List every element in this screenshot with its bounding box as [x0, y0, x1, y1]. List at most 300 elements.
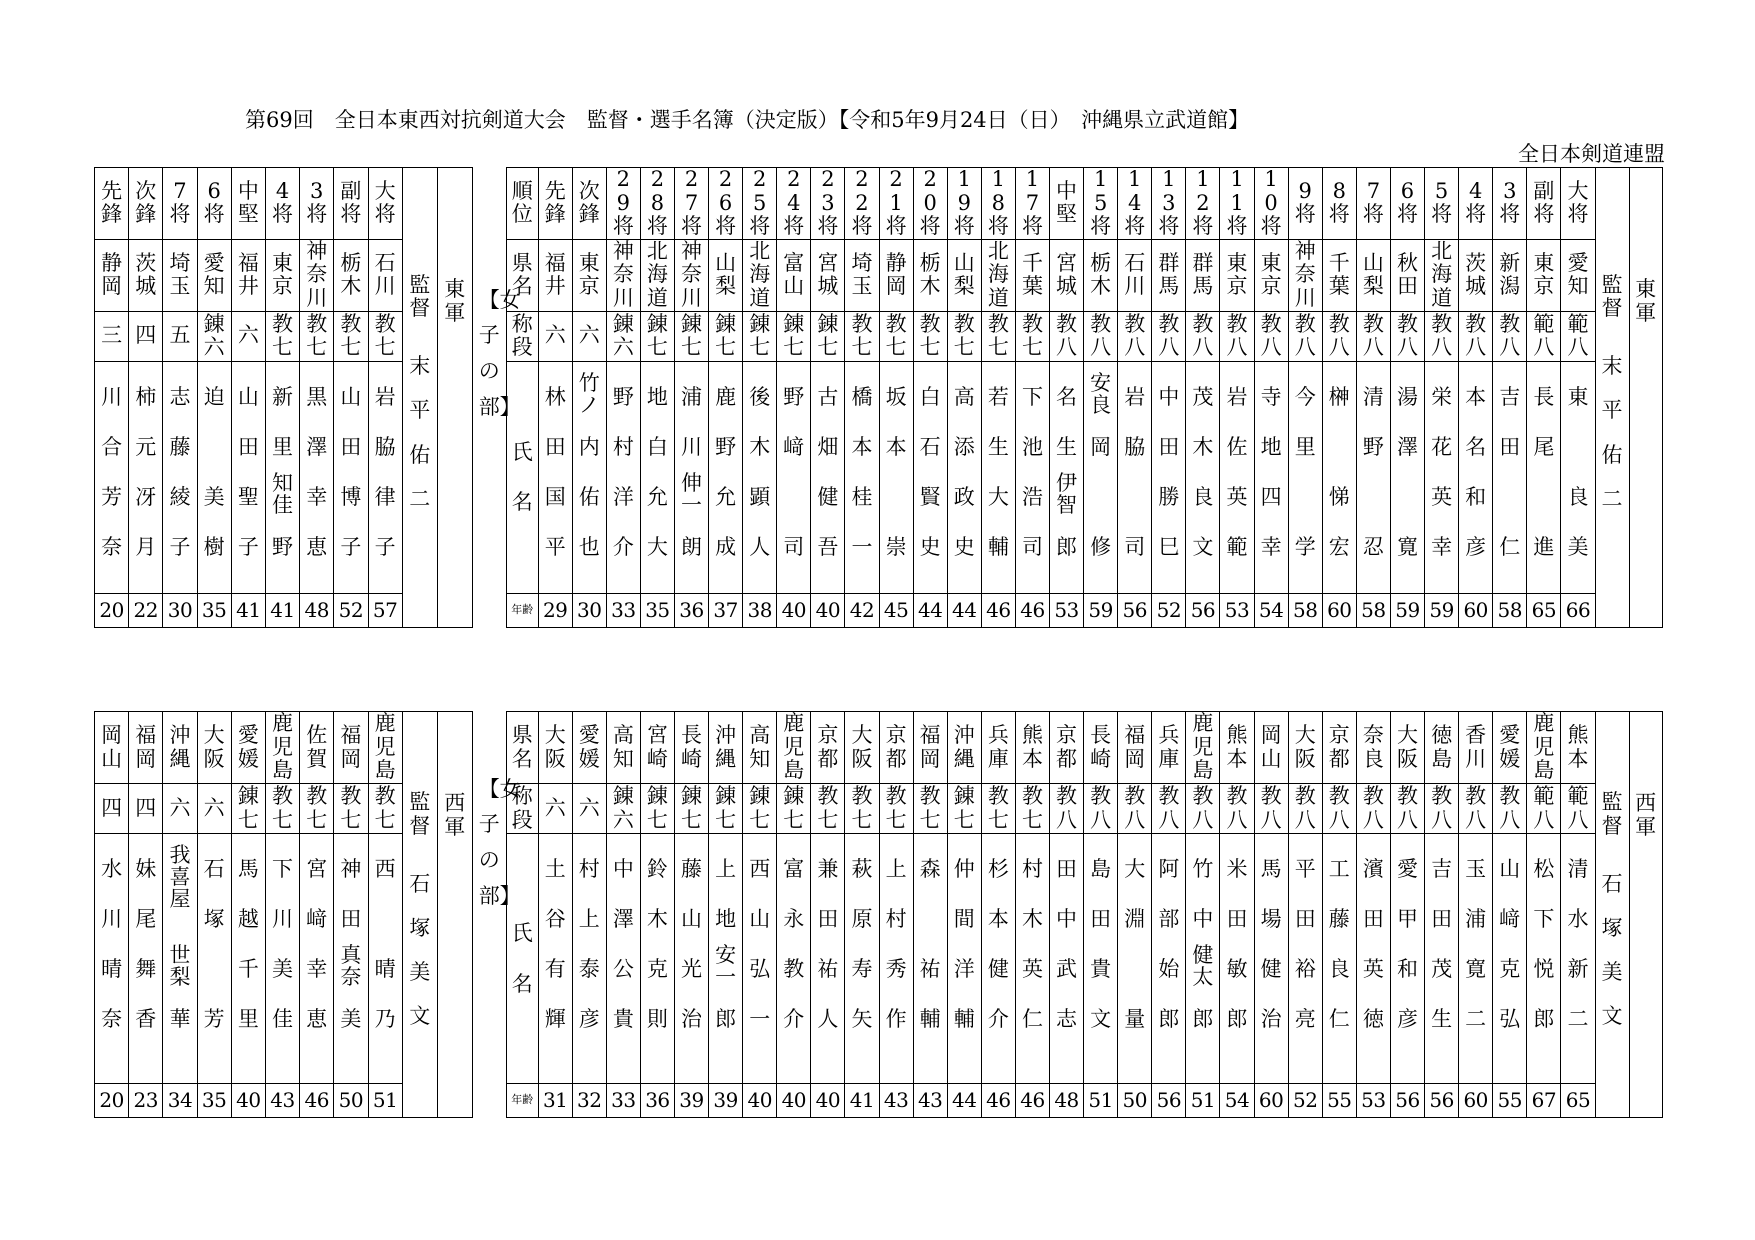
name-cell [674, 361, 708, 593]
dan-cell: 六 [231, 311, 265, 361]
position-cell: 15将 [1084, 168, 1118, 240]
name-char: 彦 [1396, 1007, 1418, 1031]
position-cell: 29将 [606, 168, 640, 240]
name-char: 克 [1499, 957, 1521, 981]
name-char: 村 [578, 857, 600, 881]
name-cell [572, 361, 606, 593]
name-char: 下 [1021, 384, 1043, 409]
name-char: 華 [169, 1007, 191, 1031]
name-char: 野 [272, 534, 294, 559]
prefecture-cell: 東京 [1220, 239, 1254, 311]
name-cell [640, 361, 674, 593]
name-char: 司 [783, 534, 805, 559]
name-cell [197, 361, 231, 593]
name-char: 田 [544, 434, 566, 459]
name-char: 彦 [578, 1007, 600, 1031]
name-char: 人 [749, 534, 771, 559]
position-cell: 5将 [1425, 168, 1459, 240]
position-cell: 11将 [1220, 168, 1254, 240]
dan-cell: 教七 [845, 784, 879, 834]
prefecture-cell: 大阪 [197, 712, 231, 784]
prefecture-cell: 東京 [572, 239, 606, 311]
prefecture-cell: 鹿児島 [1527, 712, 1561, 784]
dan-cell: 教八 [1152, 784, 1186, 834]
prefecture-cell: 新潟 [1493, 239, 1527, 311]
dan-cell: 範八 [1561, 311, 1595, 361]
age-cell: 65 [1561, 1084, 1595, 1118]
dan-cell: 四 [129, 784, 163, 834]
name-cell [1084, 834, 1118, 1084]
name-char: 教 [783, 957, 805, 981]
dan-cell: 錬七 [811, 311, 845, 361]
prefecture-cell: 大阪 [1390, 712, 1424, 784]
name-char: 中 [1056, 907, 1078, 931]
name-char: 良 [1328, 957, 1350, 981]
dan-cell: 錬七 [947, 784, 981, 834]
name-cell [606, 834, 640, 1084]
name-char: 輔 [953, 1007, 975, 1031]
name-char [1289, 472, 1322, 522]
name-char: 場 [1260, 907, 1282, 931]
name-char: 晴 [101, 957, 123, 981]
name-char [777, 472, 810, 522]
name-char: 玉 [1465, 857, 1487, 881]
name-cell [879, 361, 913, 593]
name-char: 子 [340, 534, 362, 559]
name-cell [1459, 834, 1493, 1084]
prefecture-cell: 栃木 [1084, 239, 1118, 311]
name-char: 介 [612, 534, 634, 559]
name-char: 村 [1021, 857, 1043, 881]
name-char: 史 [953, 534, 975, 559]
name-char [1118, 944, 1151, 994]
name-char: 博 [340, 484, 362, 509]
prefecture-cell: 東京 [1254, 239, 1288, 311]
name-char: 内 [578, 434, 600, 459]
name-char: 石 [919, 434, 941, 459]
name-char [369, 894, 402, 944]
prefecture-cell: 群馬 [1186, 239, 1220, 311]
name-char: 範 [1226, 534, 1248, 559]
name-cell [95, 361, 129, 593]
dan-cell: 教七 [265, 784, 299, 834]
name-cell [879, 834, 913, 1084]
prefecture-cell: 愛知 [1561, 239, 1595, 311]
name-char: 志 [1056, 1007, 1078, 1031]
age-cell: 41 [265, 593, 299, 627]
name-cell [947, 834, 981, 1084]
name-cell [1118, 361, 1152, 593]
position-cell: 先鋒 [538, 168, 572, 240]
dan-cell: 教八 [1356, 311, 1390, 361]
name-char [1527, 472, 1560, 522]
name-char: 山 [681, 907, 703, 931]
dan-cell: 教七 [300, 784, 334, 834]
name-char: 川 [101, 907, 123, 931]
women-section-label: 【女子の部】 [478, 287, 521, 419]
prefecture-cell: 石川 [368, 239, 402, 311]
prefecture-cell: 栃木 [334, 239, 368, 311]
dan-cell: 教八 [1220, 311, 1254, 361]
name-char: 後 [749, 384, 771, 409]
position-cell: 13将 [1152, 168, 1186, 240]
name-cell [777, 834, 811, 1084]
name-cell [845, 834, 879, 1084]
age-cell: 40 [743, 1084, 777, 1118]
age-cell: 46 [300, 1084, 334, 1118]
name-char: 幸 [1260, 534, 1282, 559]
name-char: 水 [1567, 907, 1589, 931]
age-cell: 55 [1322, 1084, 1356, 1118]
name-cell [1356, 834, 1390, 1084]
prefecture-cell: 千葉 [1015, 239, 1049, 311]
prefecture-cell: 長崎 [1084, 712, 1118, 784]
prefecture-cell: 山梨 [947, 239, 981, 311]
name-char: 世梨 [169, 943, 191, 989]
name-char: 島 [1090, 857, 1112, 881]
dan-cell: 教七 [981, 784, 1015, 834]
name-char: 部 [1158, 907, 1180, 931]
name-char: 安良 [1090, 370, 1112, 417]
name-char: 仁 [1499, 534, 1521, 559]
prefecture-cell: 沖縄 [709, 712, 743, 784]
dan-cell: 教七 [879, 784, 913, 834]
name-char: 黒 [306, 384, 328, 409]
name-char: 祐 [919, 957, 941, 981]
name-char: 巳 [1158, 534, 1180, 559]
name-char: 田 [1362, 907, 1384, 931]
army-label: 東軍 [437, 168, 472, 628]
prefecture-cell: 神奈川 [1288, 239, 1322, 311]
age-cell: 50 [1118, 1084, 1152, 1118]
name-char: 允 [715, 484, 737, 509]
age-cell: 44 [947, 593, 981, 627]
position-cell: 大将 [1561, 168, 1595, 240]
name-char: 徳 [1362, 1007, 1384, 1031]
name-char: 米 [1226, 857, 1248, 881]
dan-cell: 六 [538, 311, 572, 361]
dan-cell: 教八 [1084, 784, 1118, 834]
name-char: 本 [1465, 384, 1487, 409]
prefecture-cell: 京都 [879, 712, 913, 784]
name-char: 藤 [169, 434, 191, 459]
name-char: 若 [987, 384, 1009, 409]
prefecture-cell: 茨城 [1459, 239, 1493, 311]
name-char: 悦 [1533, 957, 1555, 981]
name-char: 四 [1260, 484, 1282, 509]
name-cell [743, 834, 777, 1084]
age-cell: 42 [845, 593, 879, 627]
name-char: 高 [953, 384, 975, 409]
name-char: 伊智 [1056, 470, 1078, 517]
name-char: 花 [1431, 434, 1453, 459]
name-char: 茂 [1192, 384, 1214, 409]
name-char: 治 [1260, 1007, 1282, 1031]
dan-cell: 教八 [1322, 784, 1356, 834]
name-char: 和 [1396, 957, 1418, 981]
prefecture-cell: 奈良 [1356, 712, 1390, 784]
name-cell [709, 834, 743, 1084]
name-cell [231, 361, 265, 593]
name-char: 一 [749, 1007, 771, 1031]
name-cell [1493, 361, 1527, 593]
name-cell [981, 834, 1015, 1084]
dan-cell: 教八 [1050, 311, 1084, 361]
prefecture-cell: 愛知 [197, 239, 231, 311]
name-char: 松 [1533, 857, 1555, 881]
prefecture-cell: 熊本 [1015, 712, 1049, 784]
name-char: 﨑 [1499, 907, 1521, 931]
name-char: 添 [953, 434, 975, 459]
name-char: 国 [544, 484, 566, 509]
position-cell: 次鋒 [572, 168, 606, 240]
name-cell [1220, 834, 1254, 1084]
name-char: 上 [885, 857, 907, 881]
name-cell [1390, 361, 1424, 593]
name-char: 岡 [1090, 434, 1112, 459]
name-char: 生 [987, 434, 1009, 459]
name-char: 地 [715, 907, 737, 931]
name-char: 裕 [1294, 957, 1316, 981]
name-char: 顕 [749, 484, 771, 509]
dan-cell: 教八 [1118, 311, 1152, 361]
name-char: 桂 [851, 484, 873, 509]
name-cell [129, 361, 163, 593]
name-char: 馬 [1260, 857, 1282, 881]
name-char: 弘 [749, 957, 771, 981]
age-cell: 20 [95, 593, 129, 627]
name-char: 工 [1328, 857, 1350, 881]
name-char: 健 [817, 484, 839, 509]
name-char: 知佳 [272, 470, 294, 517]
name-char: 泰 [578, 957, 600, 981]
position-cell: 3将 [1493, 168, 1527, 240]
prefecture-cell: 京都 [1050, 712, 1084, 784]
rank-label: 順位 [506, 168, 538, 240]
age-cell: 38 [743, 593, 777, 627]
name-char: 村 [885, 907, 907, 931]
name-char: 清 [1362, 384, 1384, 409]
dan-cell: 教八 [1493, 311, 1527, 361]
age-cell: 30 [572, 593, 606, 627]
name-char: 綾 [169, 484, 191, 509]
name-char: 聖 [237, 484, 259, 509]
dan-cell: 教八 [1186, 784, 1220, 834]
name-char: 幸 [1431, 534, 1453, 559]
name-char: 英 [1021, 957, 1043, 981]
position-cell: 7将 [1356, 168, 1390, 240]
name-cell [743, 361, 777, 593]
name-cell [1050, 834, 1084, 1084]
name-char: 林 [544, 384, 566, 409]
position-cell: 副将 [334, 168, 368, 240]
name-char [1323, 422, 1356, 472]
age-cell: 44 [913, 593, 947, 627]
name-char: 杉 [987, 857, 1009, 881]
name-cell [1050, 361, 1084, 593]
name-cell [913, 361, 947, 593]
name-char: 佐 [1226, 434, 1248, 459]
dan-cell: 教八 [1493, 784, 1527, 834]
name-char: 平 [1294, 857, 1316, 881]
name-char [1493, 472, 1526, 522]
name-char: 田 [1056, 857, 1078, 881]
name-char: 大 [646, 534, 668, 559]
name-char: 文 [1090, 1007, 1112, 1031]
position-cell: 中堅 [1050, 168, 1084, 240]
name-char: 野 [783, 384, 805, 409]
name-char: 尾 [135, 907, 157, 931]
name-char: 貴 [612, 1007, 634, 1031]
name-char: 有 [544, 957, 566, 981]
name-char: 忍 [1362, 534, 1384, 559]
name-char: 文 [1192, 534, 1214, 559]
coach-column: 監督 末平佑二 [1595, 168, 1629, 628]
name-char: 幸 [306, 957, 328, 981]
coach-column: 監督 石塚美文 [1595, 712, 1629, 1118]
name-char: 間 [953, 907, 975, 931]
age-cell: 60 [1254, 1084, 1288, 1118]
name-char: 奈 [101, 1007, 123, 1031]
position-cell: 14将 [1118, 168, 1152, 240]
name-char: 祐 [817, 957, 839, 981]
name-char: 樹 [203, 534, 225, 559]
age-cell: 59 [1390, 593, 1424, 627]
name-char: 土 [544, 857, 566, 881]
dan-cell: 六 [572, 784, 606, 834]
dan-cell: 錬七 [709, 311, 743, 361]
dan-cell: 教八 [1425, 784, 1459, 834]
name-char: 吉 [1431, 857, 1453, 881]
name-char: 永 [783, 907, 805, 931]
dan-cell: 錬七 [743, 784, 777, 834]
age-cell: 41 [845, 1084, 879, 1118]
name-char [198, 944, 231, 994]
name-char: 里 [237, 1007, 259, 1031]
name-char: 也 [578, 534, 600, 559]
name-char: 舞 [135, 957, 157, 981]
prefecture-cell: 福岡 [129, 712, 163, 784]
name-char: 芳 [101, 484, 123, 509]
position-cell: 25将 [743, 168, 777, 240]
name-char: 司 [1124, 534, 1146, 559]
name-char: 恵 [306, 534, 328, 559]
east-table [94, 167, 1696, 628]
prefecture-cell: 沖縄 [947, 712, 981, 784]
dan-cell: 教八 [1288, 311, 1322, 361]
name-char: 生 [1056, 434, 1078, 459]
name-char: 英 [1431, 484, 1453, 509]
name-char: 仁 [1021, 1007, 1043, 1031]
prefecture-cell: 北海道 [981, 239, 1015, 311]
name-char: 幸 [306, 484, 328, 509]
name-char: 淵 [1124, 907, 1146, 931]
name-char: 岩 [374, 384, 396, 409]
name-char: 迫 [203, 384, 225, 409]
age-cell: 57 [368, 593, 402, 627]
name-cell [777, 361, 811, 593]
name-char: 本 [885, 434, 907, 459]
name-cell [334, 361, 368, 593]
name-cell [1084, 361, 1118, 593]
dan-cell: 教八 [1254, 311, 1288, 361]
name-char: 東 [1567, 384, 1589, 409]
name-char: 貴 [1090, 957, 1112, 981]
dan-cell: 範八 [1561, 784, 1595, 834]
name-char: 真奈 [340, 943, 362, 989]
name-char: 新 [272, 384, 294, 409]
age-cell: 52 [1152, 593, 1186, 627]
prefecture-cell: 東京 [1527, 239, 1561, 311]
name-cell [1425, 361, 1459, 593]
dan-cell: 教七 [1015, 784, 1049, 834]
prefecture-cell: 岡山 [1254, 712, 1288, 784]
name-cell [572, 834, 606, 1084]
name-char: 水 [101, 857, 123, 881]
name-char: 志 [169, 384, 191, 409]
name-char: 吾 [817, 534, 839, 559]
name-char: 山 [340, 384, 362, 409]
dan-cell: 錬七 [709, 784, 743, 834]
name-char: 吉 [1499, 384, 1521, 409]
prefecture-cell: 宮城 [811, 239, 845, 311]
age-cell: 53 [1050, 593, 1084, 627]
dan-label: 称段 [506, 311, 538, 361]
name-char: 山 [237, 384, 259, 409]
name-cell [1459, 361, 1493, 593]
name-char: 田 [340, 907, 362, 931]
name-cell [129, 834, 163, 1084]
age-cell: 51 [368, 1084, 402, 1118]
name-char: 田 [1158, 434, 1180, 459]
age-cell: 36 [640, 1084, 674, 1118]
name-char: 脇 [374, 434, 396, 459]
dan-cell: 錬七 [674, 311, 708, 361]
name-char: 進 [1533, 534, 1555, 559]
name-char: 原 [851, 907, 873, 931]
name-char: 崇 [885, 534, 907, 559]
name-char: 野 [1362, 434, 1384, 459]
name-char: 柿 [135, 384, 157, 409]
age-cell: 30 [163, 593, 197, 627]
dan-cell: 教八 [1322, 311, 1356, 361]
name-cell [811, 834, 845, 1084]
age-cell: 39 [674, 1084, 708, 1118]
name-char: 橋 [851, 384, 873, 409]
prefecture-cell: 北海道 [1425, 239, 1459, 311]
name-char: 亮 [1294, 1007, 1316, 1031]
name-char: 子 [169, 534, 191, 559]
age-cell: 52 [334, 593, 368, 627]
name-char: 里 [272, 434, 294, 459]
dan-cell: 教八 [1186, 311, 1220, 361]
name-char: 中 [1192, 907, 1214, 931]
name-cell [981, 361, 1015, 593]
name-char: 栄 [1431, 384, 1453, 409]
position-cell: 10将 [1254, 168, 1288, 240]
prefecture-cell: 鹿児島 [265, 712, 299, 784]
dan-cell: 錬七 [674, 784, 708, 834]
name-char: 川 [681, 434, 703, 459]
dan-cell: 範八 [1527, 784, 1561, 834]
name-char: 今 [1294, 384, 1316, 409]
name-char [1561, 422, 1594, 472]
age-cell: 20 [95, 1084, 129, 1118]
prefecture-cell: 山梨 [1356, 239, 1390, 311]
name-cell [163, 834, 197, 1084]
prefecture-cell: 大阪 [538, 712, 572, 784]
prefecture-cell: 宮城 [1050, 239, 1084, 311]
